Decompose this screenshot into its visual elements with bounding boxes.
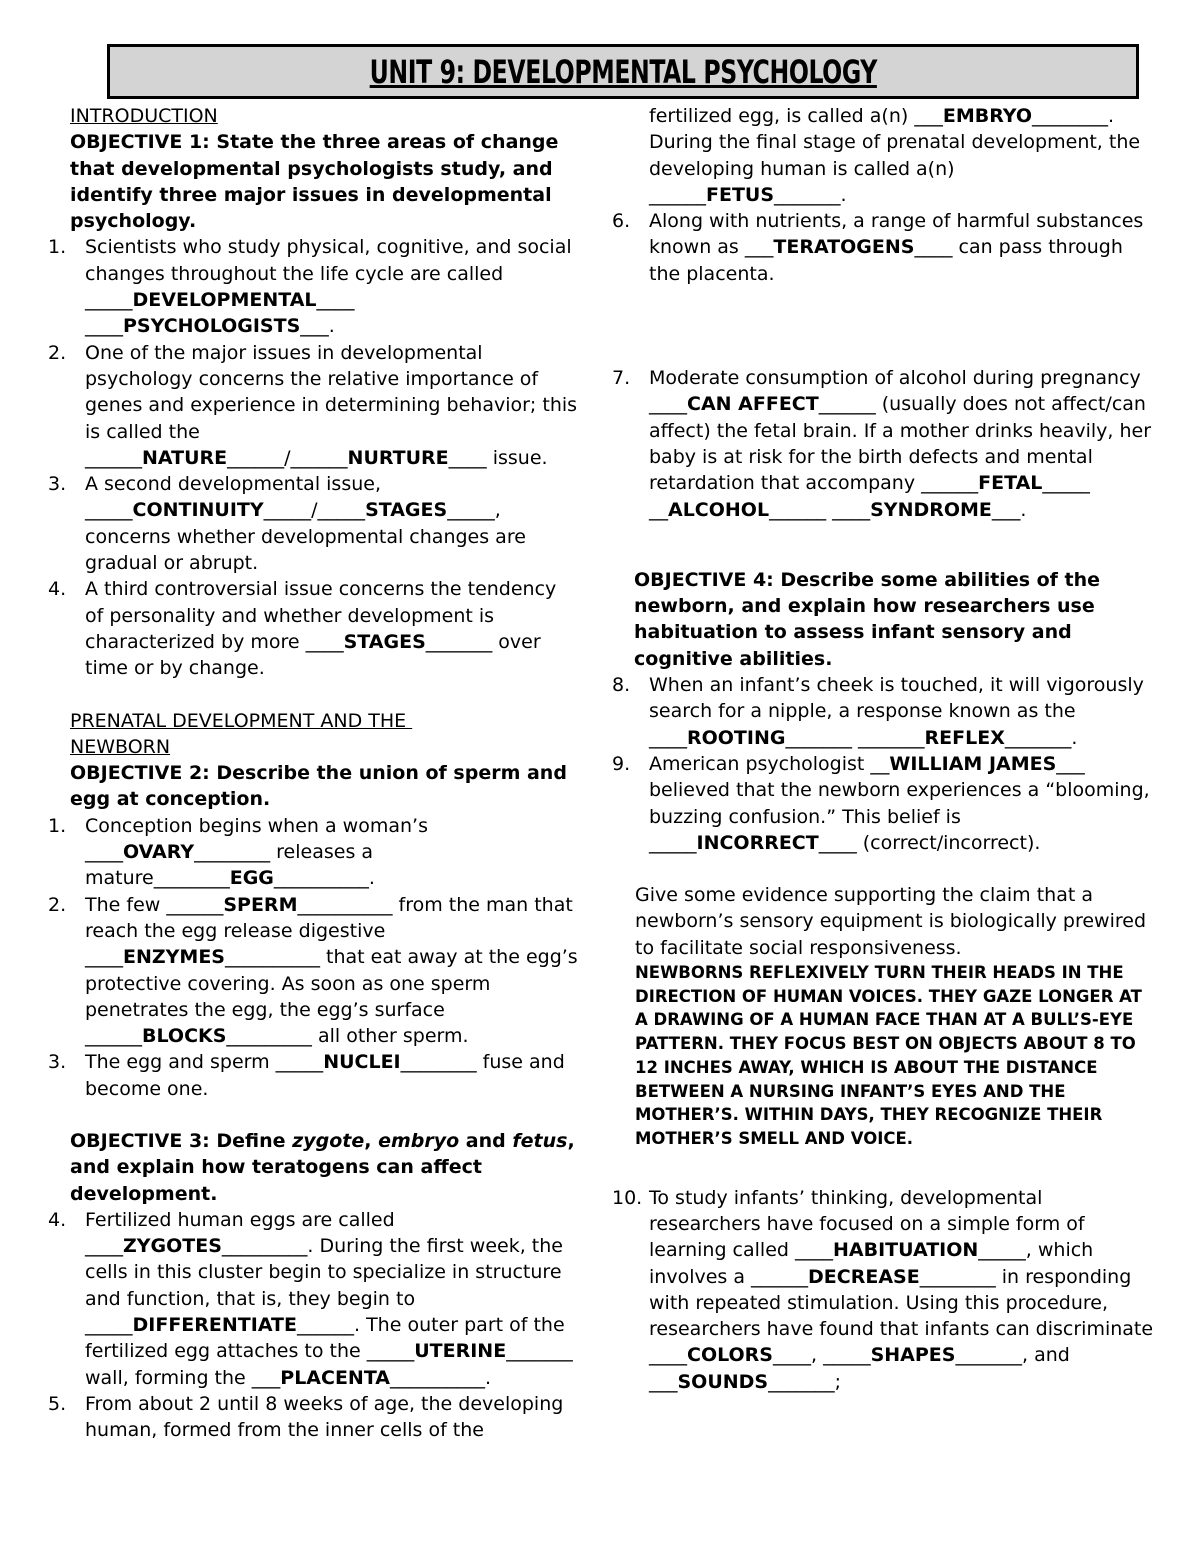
question-3: 3. A second developmental issue, _____CONTINUITY_____/_____STAGES_____, concerns whether developmental changes are gradual or abrupt. <box>48 473 526 575</box>
answer: EGG <box>229 867 274 890</box>
answer: SYNDROME <box>870 498 992 521</box>
right-column <box>612 103 1157 1395</box>
answer: CONTINUITY <box>132 499 264 522</box>
question-4: 4. A third controversial issue concerns the tendency of personality and whether development is characterized by more ____STAGES_______ over time or by change. <box>48 578 557 680</box>
answer: PSYCHOLOGISTS <box>123 315 301 338</box>
unit-title: UNIT 9: DEVELOPMENTAL PSYCHOLOGY <box>369 52 877 91</box>
answer: DIFFERENTIATE <box>132 1314 297 1337</box>
answer: BLOCKS <box>142 1025 227 1048</box>
newborn-question-9: 9. American psychologist __WILLIAM JAMES___ believed that the newborn experiences a “blooming, buzzing confusion.” This belief is _____INCORRECT____ (correct/incorrect). <box>612 752 1150 854</box>
prenatal-question-1: 1. Conception begins when a woman’s ____OVARY________ releases a mature________EGG__________. <box>48 814 428 890</box>
answer: CAN AFFECT <box>687 393 819 416</box>
prenatal-header: PRENATAL DEVELOPMENT AND THE NEWBORN <box>70 709 413 758</box>
answer: DECREASE <box>808 1265 920 1288</box>
prenatal-question-2: 2. The few ______SPERM__________ from the man that reach the egg release digestive ____ENZYMES__________ that eat away at the egg’s protective covering. As soon as one sperm penetrates the egg, the egg’s surface ______BLOCKS_________ all other sperm. <box>48 893 578 1048</box>
answer: NUCLEI <box>323 1051 401 1074</box>
answer: ROOTING <box>687 726 786 749</box>
objective-4: OBJECTIVE 4: Describe some abilities of the newborn, and explain how researchers use habituation to assess infant sensory and cognitive abilities. <box>634 568 1101 670</box>
answer: PLACENTA <box>280 1366 391 1389</box>
evidence-answer: NEWBORNS REFLEXIVELY TURN THEIR HEADS IN THE DIRECTION OF HUMAN VOICES. THEY GAZE LONGER AT A DRAWING OF A HUMAN FACE THAN AT A BULL’S-EYE PATTERN. THEY FOCUS BEST ON OBJECTS ABOUT 8 TO 12 INCHES AWAY, WHICH IS ABOUT THE DISTANCE BETWEEN A NURSING INFANT’S EYES AND THE MOTHER’S. WITHIN DAYS, THEY RECOGNIZE THEIR MOTHER’S SMELL AND VOICE. <box>635 963 1142 1148</box>
answer: HABITUATION <box>833 1239 979 1262</box>
answer: OVARY <box>123 841 195 864</box>
answer: INCORRECT <box>696 831 819 854</box>
prenatal-question-7: 7. Moderate consumption of alcohol during pregnancy ____CAN AFFECT______ (usually does not affect/can affect) the fetal brain. If a mother drinks heavily, her baby is at risk for the birth defects and mental retardation that accompany ______FETAL_____ __ALCOHOL______ ____SYNDROME___. <box>612 367 1152 521</box>
answer: EMBRYO <box>942 105 1033 127</box>
answer: DEVELOPMENTAL <box>132 289 317 312</box>
answer: STAGES <box>365 499 448 522</box>
answer: ZYGOTES <box>123 1235 222 1258</box>
question-2: 2. One of the major issues in developmental psychology concerns the relative importance of genes and experience in determining behavior; this is called the ______NATURE______/______NURTURE____ issue. <box>48 341 578 469</box>
answer: FETUS <box>706 183 775 206</box>
answer: ENZYMES <box>123 946 225 969</box>
prenatal-question-5: 5. From about 2 until 8 weeks of age, the developing human, formed from the inner cells of the <box>48 1392 564 1442</box>
answer: SHAPES <box>870 1344 956 1367</box>
answer: UTERINE <box>414 1340 507 1363</box>
answer: FETAL <box>978 472 1043 495</box>
prenatal-question-3: 3. The egg and sperm _____NUCLEI________ fuse and become one. <box>48 1051 565 1100</box>
newborn-question-8: 8. When an infant’s cheek is touched, it will vigorously search for a nipple, a response known as the ____ROOTING_______ _______REFLEX_______. <box>612 674 1144 749</box>
newborn-question-10: 10. To study infants’ thinking, developmental researchers have focused on a simple form of learning called ____HABITUATION_____, which involves a ______DECREASE________ in responding with repeated stimulation. Using this procedure, researchers have found that infants can discriminate ____COLORS____, _____SHAPES_______, and ___SOUNDS_______; <box>612 1186 1154 1393</box>
answer: SOUNDS <box>677 1370 769 1393</box>
prenatal-question-6: 6. Along with nutrients, a range of harmful substances known as ___TERATOGENS____ can pass through the placenta. <box>612 210 1144 285</box>
objective-3: OBJECTIVE 3: Define zygote, embryo and fetus, and explain how teratogens can affect development. <box>70 1129 575 1205</box>
answer: STAGES <box>343 630 426 653</box>
prenatal-question-5-cont: fertilized egg, is called a(n) ___EMBRYO________. During the final stage of prenatal development, the developing human is called a(n) ______FETUS_______. <box>649 105 1141 206</box>
answer: SPERM <box>223 893 298 916</box>
answer: COLORS <box>687 1344 773 1367</box>
answer: NURTURE <box>347 446 449 469</box>
answer: ALCOHOL <box>668 498 770 521</box>
answer: TERATOGENS <box>773 236 915 259</box>
prenatal-question-4: 4. Fertilized human eggs are called ____ZYGOTES_________. During the first week, the cells in this cluster begin to specialize in structure and function, that is, they begin to _____DIFFERENTIATE______. The outer part of the fertilized egg attaches to the _____UTERINE_______ wall, forming the ___PLACENTA__________. <box>48 1208 573 1389</box>
objective-2: OBJECTIVE 2: Describe the union of sperm and egg at conception. <box>70 762 567 811</box>
answer: WILLIAM JAMES <box>889 752 1057 775</box>
answer: REFLEX <box>924 726 1005 749</box>
question-1: 1. Scientists who study physical, cognitive, and social changes throughout the life cycle are called _____DEVELOPMENTAL____ ____PSYCHOLOGISTS___. <box>48 236 572 338</box>
evidence-question: Give some evidence supporting the claim that a newborn’s sensory equipment is biologically prewired to facilitate social responsiveness. <box>635 884 1147 959</box>
unit-title-banner <box>107 44 1139 99</box>
introduction-header: INTRODUCTION <box>70 105 218 127</box>
answer: NATURE <box>142 446 228 469</box>
objective-1: OBJECTIVE 1: State the three areas of change that developmental psychologists study, and identify three major issues in developmental psychology. <box>70 131 559 233</box>
left-column <box>48 103 578 1444</box>
